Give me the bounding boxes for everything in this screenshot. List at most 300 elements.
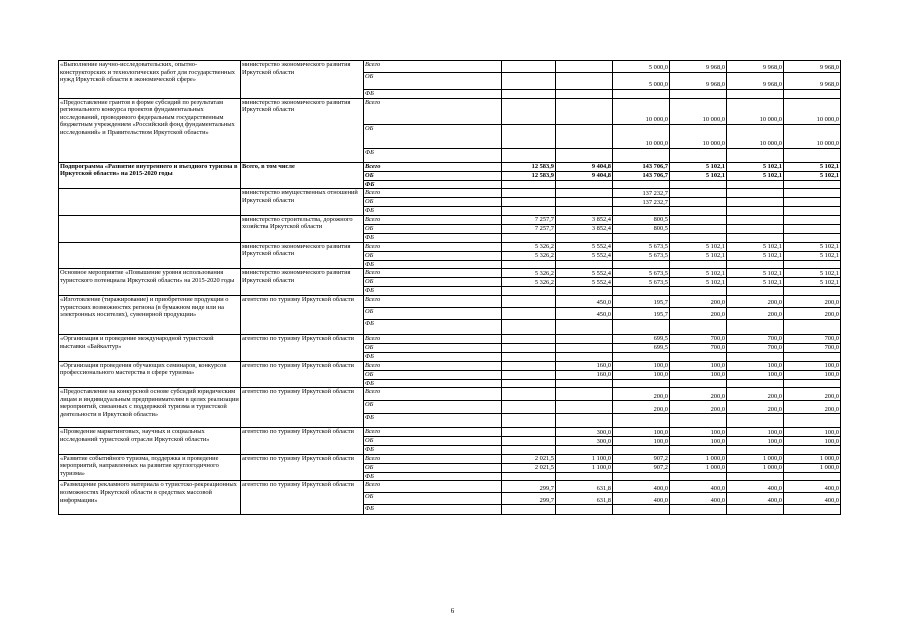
executor-cell: министерство экономического развития Иркутской области [241, 98, 364, 162]
amount-cell: 5 552,4 [556, 251, 613, 260]
amount-cell [670, 472, 727, 481]
amount-cell: 907,2 [613, 463, 670, 472]
activity-name-cell: Основное мероприятие «Повышение уровня использования туристского потенциала Иркутской области» на 2015-2020 годы [59, 269, 241, 296]
amount-cell [727, 189, 784, 198]
amount-cell [727, 414, 784, 428]
activity-name-cell: «Развитие событийного туризма, поддержка и проведение мероприятий, направленных на развитие круглогодичного туризма» [59, 454, 241, 481]
amount-cell [670, 207, 727, 216]
amount-cell [670, 319, 727, 334]
amount-cell: 100,0 [670, 428, 727, 437]
amount-cell: 143 706,7 [613, 171, 670, 180]
amount-cell [502, 343, 556, 352]
amount-cell [784, 215, 841, 224]
amount-cell [556, 343, 613, 352]
amount-cell [784, 233, 841, 242]
executor-cell: агентство по туризму Иркутской области [241, 428, 364, 455]
amount-cell [502, 446, 556, 455]
amount-cell: 200,0 [727, 295, 784, 307]
funding-source-cell: Всего [364, 162, 502, 171]
table-row [59, 189, 841, 198]
amount-cell [502, 260, 556, 269]
funding-source-cell: ОБ [364, 198, 502, 207]
amount-cell [613, 414, 670, 428]
amount-cell: 699,5 [613, 334, 670, 343]
amount-cell [613, 472, 670, 481]
amount-cell [670, 180, 727, 189]
amount-cell: 9 404,8 [556, 162, 613, 171]
amount-cell: 5 102,1 [727, 278, 784, 287]
amount-cell: 400,0 [727, 481, 784, 493]
funding-source-cell: ОБ [364, 493, 502, 505]
amount-cell: 200,0 [670, 307, 727, 319]
funding-source-cell: ФБ [364, 319, 502, 334]
funding-source-cell: ОБ [364, 343, 502, 352]
activity-name-cell [59, 242, 241, 269]
amount-cell [556, 73, 613, 90]
amount-cell: 5 102,1 [670, 171, 727, 180]
amount-cell [670, 189, 727, 198]
amount-cell: 100,0 [613, 361, 670, 370]
amount-cell [556, 505, 613, 515]
amount-cell [502, 124, 556, 148]
amount-cell [502, 505, 556, 515]
amount-cell [613, 287, 670, 296]
amount-cell: 10 000,0 [613, 98, 670, 124]
executor-cell: агентство по туризму Иркутской области [241, 454, 364, 481]
amount-cell: 2 021,5 [502, 454, 556, 463]
amount-cell [613, 505, 670, 515]
amount-cell: 9 968,0 [784, 73, 841, 90]
funding-source-cell: ОБ [364, 224, 502, 233]
amount-cell [502, 370, 556, 379]
amount-cell [502, 148, 556, 162]
amount-cell: 700,0 [670, 334, 727, 343]
funding-source-cell: ОБ [364, 437, 502, 446]
amount-cell [784, 90, 841, 99]
funding-source-cell: ОБ [364, 401, 502, 414]
amount-cell [502, 73, 556, 90]
amount-cell: 400,0 [784, 493, 841, 505]
amount-cell [556, 233, 613, 242]
amount-cell [784, 287, 841, 296]
amount-cell: 5 552,4 [556, 242, 613, 251]
amount-cell: 1 000,0 [670, 454, 727, 463]
amount-cell [502, 307, 556, 319]
amount-cell [502, 334, 556, 343]
amount-cell [502, 428, 556, 437]
amount-cell: 3 852,4 [556, 215, 613, 224]
amount-cell: 200,0 [784, 388, 841, 401]
funding-source-cell: Всего [364, 242, 502, 251]
amount-cell: 5 552,4 [556, 269, 613, 278]
amount-cell: 1 000,0 [784, 463, 841, 472]
amount-cell [613, 352, 670, 361]
amount-cell: 5 102,1 [727, 171, 784, 180]
activity-name-cell: «Организация и проведение международной туристской выставки «Байкалтур» [59, 334, 241, 361]
amount-cell: 200,0 [670, 388, 727, 401]
amount-cell: 10 000,0 [670, 124, 727, 148]
executor-cell: министерство экономического развития Иркутской области [241, 269, 364, 296]
amount-cell [556, 148, 613, 162]
amount-cell: 3 852,4 [556, 224, 613, 233]
amount-cell [502, 379, 556, 388]
amount-cell: 9 968,0 [784, 61, 841, 73]
amount-cell [613, 90, 670, 99]
amount-cell [727, 148, 784, 162]
amount-cell: 200,0 [727, 401, 784, 414]
amount-cell: 300,0 [556, 428, 613, 437]
funding-source-cell: ФБ [364, 287, 502, 296]
page-number: 6 [450, 607, 455, 615]
amount-cell: 450,0 [556, 295, 613, 307]
amount-cell [784, 352, 841, 361]
activity-name-cell [59, 215, 241, 242]
activity-name-cell: «Выполнение научно-исследовательских, опытно-конструкторских и технологических работ для государственных нужд Иркутской области в экономической сфере» [59, 61, 241, 99]
amount-cell: 5 673,5 [613, 242, 670, 251]
amount-cell [502, 437, 556, 446]
funding-source-cell: Всего [364, 98, 502, 124]
amount-cell: 12 583,9 [502, 162, 556, 171]
amount-cell: 100,0 [613, 428, 670, 437]
amount-cell [670, 260, 727, 269]
amount-cell [670, 90, 727, 99]
amount-cell: 1 100,0 [556, 454, 613, 463]
amount-cell: 1 000,0 [727, 463, 784, 472]
amount-cell: 12 583,9 [502, 171, 556, 180]
amount-cell [784, 180, 841, 189]
activity-name-cell: «Организация проведения обучающих семинаров, конкурсов профессионального мастерства в сфере туризма» [59, 361, 241, 388]
amount-cell [727, 260, 784, 269]
amount-cell: 100,0 [784, 428, 841, 437]
funding-source-cell: Всего [364, 361, 502, 370]
amount-cell: 400,0 [727, 493, 784, 505]
table-row [59, 481, 841, 493]
activity-name-cell: «Размещение рекламного материала о туристско-рекреационных возможностях Иркутской области в средствах массовой информации» [59, 481, 241, 515]
executor-cell: Всего, в том числе [241, 162, 364, 189]
amount-cell [502, 98, 556, 124]
executor-cell: агентство по туризму Иркутской области [241, 361, 364, 388]
amount-cell: 143 706,7 [613, 162, 670, 171]
amount-cell [784, 505, 841, 515]
table-row [59, 454, 841, 463]
amount-cell: 10 000,0 [727, 124, 784, 148]
amount-cell [784, 198, 841, 207]
amount-cell: 5 102,1 [784, 162, 841, 171]
amount-cell [556, 124, 613, 148]
amount-cell [784, 379, 841, 388]
amount-cell [727, 446, 784, 455]
funding-source-cell: ФБ [364, 505, 502, 515]
amount-cell [670, 414, 727, 428]
amount-cell: 100,0 [727, 437, 784, 446]
amount-cell [502, 401, 556, 414]
amount-cell [727, 379, 784, 388]
funding-source-cell: ФБ [364, 148, 502, 162]
amount-cell: 5 326,2 [502, 269, 556, 278]
funding-source-cell: Всего [364, 61, 502, 73]
amount-cell: 800,5 [613, 215, 670, 224]
amount-cell: 5 102,1 [784, 278, 841, 287]
amount-cell [727, 319, 784, 334]
amount-cell: 5 326,2 [502, 251, 556, 260]
amount-cell: 450,0 [556, 307, 613, 319]
amount-cell: 137 232,7 [613, 198, 670, 207]
table-row [59, 162, 841, 171]
amount-cell [556, 207, 613, 216]
executor-cell: министерство экономического развития Иркутской области [241, 61, 364, 99]
amount-cell: 10 000,0 [784, 98, 841, 124]
amount-cell [613, 446, 670, 455]
funding-source-cell: ФБ [364, 90, 502, 99]
amount-cell [556, 446, 613, 455]
executor-cell: министерство строительства, дорожного хозяйства Иркутской области [241, 215, 364, 242]
funding-source-cell: ОБ [364, 171, 502, 180]
amount-cell [613, 379, 670, 388]
amount-cell: 100,0 [727, 370, 784, 379]
table-row [59, 428, 841, 437]
amount-cell: 5 102,1 [670, 242, 727, 251]
amount-cell: 300,0 [556, 437, 613, 446]
amount-cell: 10 000,0 [784, 124, 841, 148]
amount-cell: 400,0 [784, 481, 841, 493]
amount-cell [784, 319, 841, 334]
amount-cell: 5 326,2 [502, 278, 556, 287]
funding-source-cell: ОБ [364, 124, 502, 148]
amount-cell [502, 414, 556, 428]
table-row [59, 98, 841, 124]
activity-name-cell: «Изготовление (тиражирование) и приобретение продукции о туристских возможностях региона (в бумажном виде или на электронных носителях), сувенирной продукции» [59, 295, 241, 334]
amount-cell [502, 352, 556, 361]
amount-cell [502, 388, 556, 401]
funding-source-cell: ФБ [364, 446, 502, 455]
amount-cell [727, 207, 784, 216]
amount-cell [670, 505, 727, 515]
amount-cell: 9 968,0 [727, 61, 784, 73]
amount-cell [784, 414, 841, 428]
amount-cell [784, 472, 841, 481]
executor-cell: агентство по туризму Иркутской области [241, 388, 364, 428]
amount-cell [556, 352, 613, 361]
activity-name-cell: «Предоставление грантов в форме субсидий по результатам регионального конкурса проектов фундаментальных исследований, проводимого федеральным государственным бюджетным учреждением «Российский фонд фундаментальных исследований» и Правительством Иркутской области» [59, 98, 241, 162]
amount-cell: 5 673,5 [613, 269, 670, 278]
funding-source-cell: Всего [364, 388, 502, 401]
amount-cell: 800,5 [613, 224, 670, 233]
amount-cell: 200,0 [784, 295, 841, 307]
amount-cell: 700,0 [784, 343, 841, 352]
amount-cell: 10 000,0 [670, 98, 727, 124]
amount-cell: 700,0 [727, 334, 784, 343]
funding-source-cell: Всего [364, 428, 502, 437]
activity-name-cell: Подпрограмма «Развитие внутреннего и въездного туризма в Иркутской области» на 2015-2020 годы [59, 162, 241, 189]
amount-cell [784, 260, 841, 269]
amount-cell [670, 287, 727, 296]
amount-cell [613, 207, 670, 216]
amount-cell: 299,7 [502, 493, 556, 505]
amount-cell [502, 180, 556, 189]
funding-source-cell: ФБ [364, 207, 502, 216]
amount-cell [613, 148, 670, 162]
amount-cell [502, 207, 556, 216]
amount-cell [502, 233, 556, 242]
amount-cell: 5 000,0 [613, 73, 670, 90]
amount-cell: 5 102,1 [670, 269, 727, 278]
amount-cell: 1 100,0 [556, 463, 613, 472]
amount-cell: 699,5 [613, 343, 670, 352]
amount-cell: 400,0 [613, 481, 670, 493]
amount-cell [727, 215, 784, 224]
amount-cell [727, 472, 784, 481]
amount-cell: 100,0 [670, 361, 727, 370]
amount-cell: 160,0 [556, 370, 613, 379]
executor-cell: агентство по туризму Иркутской области [241, 481, 364, 515]
amount-cell: 5 102,1 [784, 269, 841, 278]
amount-cell [613, 319, 670, 334]
amount-cell [502, 61, 556, 73]
amount-cell: 9 968,0 [670, 61, 727, 73]
funding-source-cell: Всего [364, 295, 502, 307]
amount-cell: 5 102,1 [727, 162, 784, 171]
amount-cell: 5 102,1 [784, 242, 841, 251]
amount-cell: 400,0 [670, 481, 727, 493]
amount-cell [670, 215, 727, 224]
funding-source-cell: ОБ [364, 370, 502, 379]
amount-cell: 100,0 [670, 437, 727, 446]
activity-name-cell: «Предоставление на конкурсной основе субсидий юридическим лицам и индивидуальным предпринимателям в целях реализации мероприятий, связанных с поддержкой туризма и туристской деятельности в Иркутской области» [59, 388, 241, 428]
funding-source-cell: ОБ [364, 307, 502, 319]
amount-cell [556, 198, 613, 207]
amount-cell [556, 180, 613, 189]
funding-source-cell: ФБ [364, 260, 502, 269]
funding-source-cell: Всего [364, 269, 502, 278]
amount-cell [556, 260, 613, 269]
amount-cell [556, 379, 613, 388]
amount-cell: 1 000,0 [784, 454, 841, 463]
amount-cell: 9 968,0 [670, 73, 727, 90]
amount-cell: 400,0 [613, 493, 670, 505]
amount-cell: 100,0 [727, 361, 784, 370]
amount-cell: 5 673,5 [613, 278, 670, 287]
amount-cell: 5 102,1 [727, 251, 784, 260]
executor-cell: министерство имущественных отношений Иркутской области [241, 189, 364, 216]
amount-cell: 9 968,0 [727, 73, 784, 90]
amount-cell: 7 257,7 [502, 215, 556, 224]
amount-cell: 10 000,0 [727, 98, 784, 124]
amount-cell: 9 404,8 [556, 171, 613, 180]
amount-cell: 1 000,0 [670, 463, 727, 472]
amount-cell: 7 257,7 [502, 224, 556, 233]
amount-cell [784, 224, 841, 233]
amount-cell [727, 352, 784, 361]
amount-cell: 160,0 [556, 361, 613, 370]
amount-cell [784, 189, 841, 198]
funding-source-cell: Всего [364, 481, 502, 493]
funding-source-cell: ОБ [364, 278, 502, 287]
amount-cell: 195,7 [613, 295, 670, 307]
amount-cell: 2 021,5 [502, 463, 556, 472]
amount-cell [502, 90, 556, 99]
amount-cell [670, 233, 727, 242]
amount-cell: 5 102,1 [727, 269, 784, 278]
amount-cell [670, 198, 727, 207]
amount-cell [556, 319, 613, 334]
amount-cell [556, 388, 613, 401]
amount-cell: 5 102,1 [784, 171, 841, 180]
amount-cell [727, 287, 784, 296]
amount-cell [502, 295, 556, 307]
amount-cell: 5 326,2 [502, 242, 556, 251]
amount-cell: 5 102,1 [670, 251, 727, 260]
amount-cell: 100,0 [784, 437, 841, 446]
executor-cell: агентство по туризму Иркутской области [241, 295, 364, 334]
amount-cell [727, 233, 784, 242]
amount-cell [502, 198, 556, 207]
table-row [59, 215, 841, 224]
amount-cell: 195,7 [613, 307, 670, 319]
amount-cell [502, 319, 556, 334]
activity-name-cell: «Проведение маркетинговых, научных и социальных исследований туристской отрасли Иркутской области» [59, 428, 241, 455]
amount-cell [670, 379, 727, 388]
amount-cell: 400,0 [670, 493, 727, 505]
funding-source-cell: ФБ [364, 352, 502, 361]
amount-cell [556, 90, 613, 99]
amount-cell: 5 102,1 [727, 242, 784, 251]
funding-source-cell: ФБ [364, 414, 502, 428]
amount-cell [784, 148, 841, 162]
amount-cell [613, 180, 670, 189]
amount-cell: 200,0 [784, 401, 841, 414]
amount-cell: 200,0 [613, 388, 670, 401]
amount-cell: 5 000,0 [613, 61, 670, 73]
amount-cell [784, 446, 841, 455]
funding-source-cell: ФБ [364, 233, 502, 242]
amount-cell: 1 000,0 [727, 454, 784, 463]
amount-cell [556, 414, 613, 428]
executor-cell: министерство экономического развития Иркутской области [241, 242, 364, 269]
amount-cell: 100,0 [613, 370, 670, 379]
amount-cell: 200,0 [670, 401, 727, 414]
amount-cell [670, 224, 727, 233]
funding-source-cell: ОБ [364, 251, 502, 260]
funding-source-cell: ФБ [364, 180, 502, 189]
funding-source-cell: Всего [364, 454, 502, 463]
amount-cell: 100,0 [727, 428, 784, 437]
amount-cell: 100,0 [784, 370, 841, 379]
amount-cell: 631,8 [556, 493, 613, 505]
amount-cell [613, 233, 670, 242]
amount-cell: 5 673,5 [613, 251, 670, 260]
amount-cell: 5 102,1 [670, 278, 727, 287]
amount-cell [556, 401, 613, 414]
amount-cell: 10 000,0 [613, 124, 670, 148]
amount-cell [784, 207, 841, 216]
amount-cell: 137 232,7 [613, 189, 670, 198]
amount-cell: 5 102,1 [784, 251, 841, 260]
amount-cell [727, 224, 784, 233]
table-row [59, 242, 841, 251]
amount-cell [613, 260, 670, 269]
amount-cell [502, 361, 556, 370]
table-row [59, 361, 841, 370]
amount-cell [727, 198, 784, 207]
budget-table [58, 60, 841, 515]
amount-cell [670, 352, 727, 361]
funding-source-cell: ФБ [364, 472, 502, 481]
table-row [59, 334, 841, 343]
amount-cell: 5 552,4 [556, 278, 613, 287]
amount-cell: 200,0 [613, 401, 670, 414]
amount-cell: 100,0 [784, 361, 841, 370]
amount-cell: 700,0 [727, 343, 784, 352]
